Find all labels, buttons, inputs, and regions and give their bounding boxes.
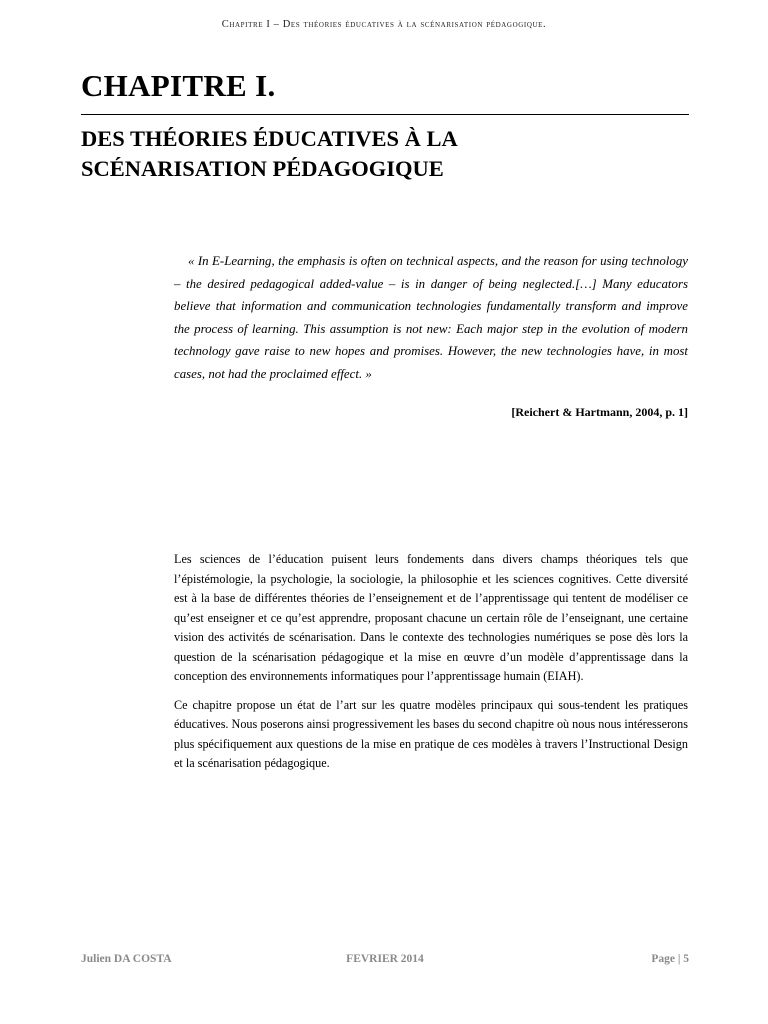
footer-date: FEVRIER 2014	[346, 953, 424, 965]
page-footer	[81, 953, 689, 969]
chapter-title-line-2: SCÉNARISATION PÉDAGOGIQUE	[81, 156, 444, 181]
chapter-label: CHAPITRE I.	[81, 68, 276, 103]
running-header: Chapitre I – Des théories éducatives à la scénarisation pédagogique.	[221, 19, 547, 30]
footer-page-number: Page | 5	[651, 953, 689, 965]
body-paragraph-1: Les sciences de l’éducation puisent leurs fondements dans divers champs théoriques tels que l’épistémologie, la psychologie, la sociologie, la philosophie et les sciences cognitives. Cette diversité est à la base de différentes théories de l’enseignement et de l’apprentissage qui tentent de modéliser ce qu’est enseigner et ce qu’est apprendre, proposant chacune un certain rôle de l’enseignant, une certaine vision des activités de scénarisation. Dans le contexte des technologies numériques se pose dès lors la question de la scénarisation pédagogique et la mise en œuvre d’un modèle d’apprentissage dans la conception des environnements informatiques pour l’apprentissage humain (EIAH).	[174, 552, 688, 683]
chapter-title	[81, 124, 689, 184]
body-text	[174, 550, 688, 783]
chapter-title-line-1: DES THÉORIES ÉDUCATIVES À LA	[81, 126, 458, 151]
footer-author: Julien DA COSTA	[81, 953, 172, 965]
chapter-divider	[81, 114, 689, 115]
body-paragraph-2: Ce chapitre propose un état de l’art sur les quatre modèles principaux qui sous-tendent les pratiques éducatives. Nous poserons ainsi progressivement les bases du second chapitre où nous nous intéresserons plus spécifiquement aux questions de la mise en pratique de ces modèles à travers l’Instructional Design et la scénarisation pédagogique.	[174, 697, 688, 770]
epigraph-citation: [Reichert & Hartmann, 2004, p. 1]	[511, 405, 688, 419]
epigraph-quote: « In E-Learning, the emphasis is often on technical aspects, and the reason for using technology – the desired pedagogical added-value – is in danger of being neglected.[…] Many educators believe that information and communication technologies fundamentally transform and improve the process of learning. This assumption is not new: Each major step in the evolution of modern technology gave raise to new hopes and promises. However, the new technologies have, in most cases, not had the proclaimed effect. »	[174, 254, 688, 381]
